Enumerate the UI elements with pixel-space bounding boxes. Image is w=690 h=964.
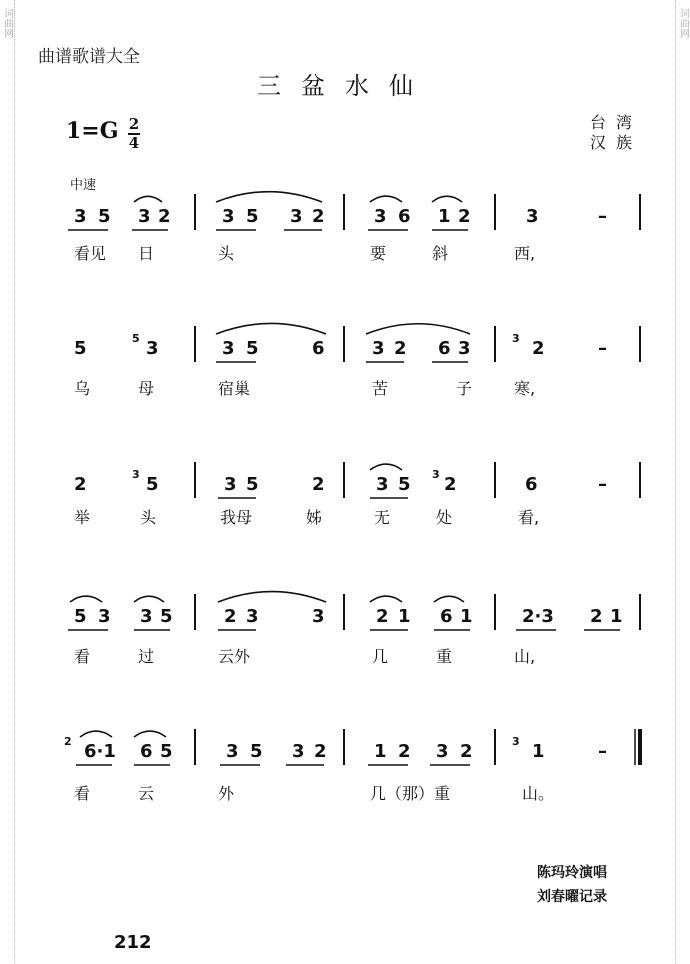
slur — [216, 323, 326, 334]
lyric-syllable: 看 — [74, 784, 91, 803]
jianpu-note: 2 — [458, 206, 471, 227]
grace-note: 3 — [512, 735, 520, 748]
jianpu-note: 3 — [222, 338, 235, 359]
jianpu-note: 2 — [74, 474, 87, 495]
slur — [216, 192, 322, 202]
jianpu-note: 3 — [292, 741, 305, 762]
jianpu-note: 5 — [246, 338, 259, 359]
lyric-syllable: 要 — [370, 244, 387, 263]
key-signature: 1=G — [66, 118, 119, 144]
slur — [218, 592, 326, 602]
jianpu-note: 1 — [438, 206, 451, 227]
right-watermark-text: 词曲网 — [677, 8, 689, 38]
jianpu-note: 5 — [246, 474, 259, 495]
lyric-syllable: 子 — [456, 379, 473, 398]
lyric-syllable: 姊 — [306, 508, 323, 527]
lyric-syllable: 乌 — [74, 379, 91, 398]
jianpu-note: 5 — [74, 338, 87, 359]
slur — [370, 596, 402, 602]
lyric-syllable: 几 — [372, 647, 389, 666]
lyric-syllable: 过 — [138, 647, 155, 666]
slur — [366, 324, 470, 334]
grace-note: 3 — [132, 468, 140, 481]
jianpu-note: 3 — [138, 206, 151, 227]
song-title: 三盆水仙 — [257, 72, 433, 100]
jianpu-note: 2 — [394, 338, 407, 359]
jianpu-note: 2 — [376, 606, 389, 627]
page-number: 212 — [114, 932, 152, 953]
jianpu-note: 1 — [532, 741, 545, 762]
jianpu-note: 2 — [444, 474, 457, 495]
lyric-syllable: 头 — [218, 244, 235, 263]
lyric-syllable: 山。 — [522, 784, 555, 803]
jianpu-note: 3 — [222, 206, 235, 227]
lyric-syllable: 日 — [138, 244, 155, 263]
slur — [134, 196, 162, 202]
jianpu-note: 2 — [312, 474, 325, 495]
lyric-syllable: 母 — [138, 379, 155, 398]
slur — [370, 464, 402, 470]
performer-credit: 陈玛玲演唱 — [537, 865, 607, 881]
jianpu-note: 3 — [458, 338, 471, 359]
lyric-syllable: 举 — [74, 508, 91, 527]
jianpu-note: 3 — [290, 206, 303, 227]
lyric-syllable: 斜 — [432, 244, 449, 263]
jianpu-note: 3 — [312, 606, 325, 627]
lyric-syllable: 云外 — [218, 647, 251, 666]
jianpu-note: – — [598, 741, 607, 762]
jianpu-note: 1 — [398, 606, 411, 627]
slur — [134, 731, 166, 737]
time-signature-top: 2 — [128, 115, 140, 133]
jianpu-note: 5 — [160, 741, 173, 762]
lyric-syllable: 山, — [514, 647, 536, 666]
jianpu-note: 5 — [246, 206, 259, 227]
lyric-syllable: 看见 — [74, 244, 107, 263]
jianpu-note: 2 — [224, 606, 237, 627]
slur — [80, 731, 112, 737]
grace-note: 2 — [64, 735, 72, 748]
time-signature-bottom: 4 — [128, 134, 140, 152]
jianpu-note: 2 — [312, 206, 325, 227]
jianpu-note: 3 — [246, 606, 259, 627]
grace-note: 3 — [512, 332, 520, 345]
jianpu-note: 3 — [226, 741, 239, 762]
origin-region: 台湾 — [589, 113, 642, 132]
jianpu-note: 1 — [610, 606, 623, 627]
grace-note: 5 — [132, 332, 140, 345]
jianpu-note: 2 — [158, 206, 171, 227]
jianpu-note: 1 — [374, 741, 387, 762]
lyric-syllable: 寒, — [514, 379, 536, 398]
jianpu-note: 3 — [140, 606, 153, 627]
jianpu-note: 6 — [140, 741, 153, 762]
lyric-syllable: 几（那）重 — [370, 784, 451, 803]
jianpu-note: – — [598, 474, 607, 495]
lyric-syllable: 我母 — [220, 508, 253, 527]
jianpu-note: 5 — [98, 206, 111, 227]
jianpu-note: 2 — [398, 741, 411, 762]
slur — [370, 196, 402, 202]
jianpu-note: 5 — [160, 606, 173, 627]
lyric-syllable: 外 — [218, 784, 235, 803]
slur — [70, 596, 102, 602]
jianpu-note: 5 — [146, 474, 159, 495]
jianpu-note: 5 — [398, 474, 411, 495]
recorder-credit: 刘春曜记录 — [537, 889, 607, 905]
jianpu-note: 2 — [314, 741, 327, 762]
lyric-syllable: 看 — [74, 647, 91, 666]
lyric-syllable: 头 — [140, 508, 157, 527]
lyric-syllable: 宿巢 — [218, 379, 251, 398]
jianpu-note: 2 — [532, 338, 545, 359]
jianpu-note: – — [598, 206, 607, 227]
jianpu-note: 1 — [460, 606, 473, 627]
jianpu-note: 6 — [398, 206, 411, 227]
grace-note: 3 — [432, 468, 440, 481]
jianpu-note: 6 — [438, 338, 451, 359]
jianpu-note: 5 — [250, 741, 263, 762]
lyric-syllable: 处 — [436, 508, 453, 527]
lyric-syllable: 重 — [436, 647, 453, 666]
tempo-marking: 中速 — [70, 178, 97, 193]
jianpu-note: 3 — [146, 338, 159, 359]
jianpu-note: 3 — [372, 338, 385, 359]
jianpu-note: 3 — [374, 206, 387, 227]
jianpu-note: 2 — [590, 606, 603, 627]
jianpu-note: 6 — [525, 474, 538, 495]
lyric-syllable: 无 — [374, 508, 391, 527]
jianpu-note: 3 — [436, 741, 449, 762]
lyric-syllable: 苦 — [372, 379, 389, 398]
slur — [432, 196, 462, 202]
jianpu-note: 2·3 — [522, 606, 554, 627]
jianpu-note: 6 — [440, 606, 453, 627]
jianpu-note: 5 — [74, 606, 87, 627]
slur — [434, 596, 464, 602]
site-watermark: 曲谱歌谱大全 — [38, 47, 140, 67]
lyric-syllable: 西, — [514, 244, 536, 263]
slur — [134, 596, 164, 602]
lyric-syllable: 看, — [518, 508, 540, 527]
jianpu-note: 3 — [74, 206, 87, 227]
jianpu-note: 2 — [460, 741, 473, 762]
jianpu-note: – — [598, 338, 607, 359]
left-watermark-text: 词曲网 — [1, 8, 13, 38]
jianpu-note: 3 — [98, 606, 111, 627]
jianpu-note: 3 — [224, 474, 237, 495]
jianpu-note: 6 — [312, 338, 325, 359]
lyric-syllable: 云 — [138, 784, 155, 803]
jianpu-note: 6·1 — [84, 741, 116, 762]
jianpu-note: 3 — [376, 474, 389, 495]
origin-ethnicity: 汉族 — [589, 133, 642, 152]
jianpu-note: 3 — [526, 206, 539, 227]
